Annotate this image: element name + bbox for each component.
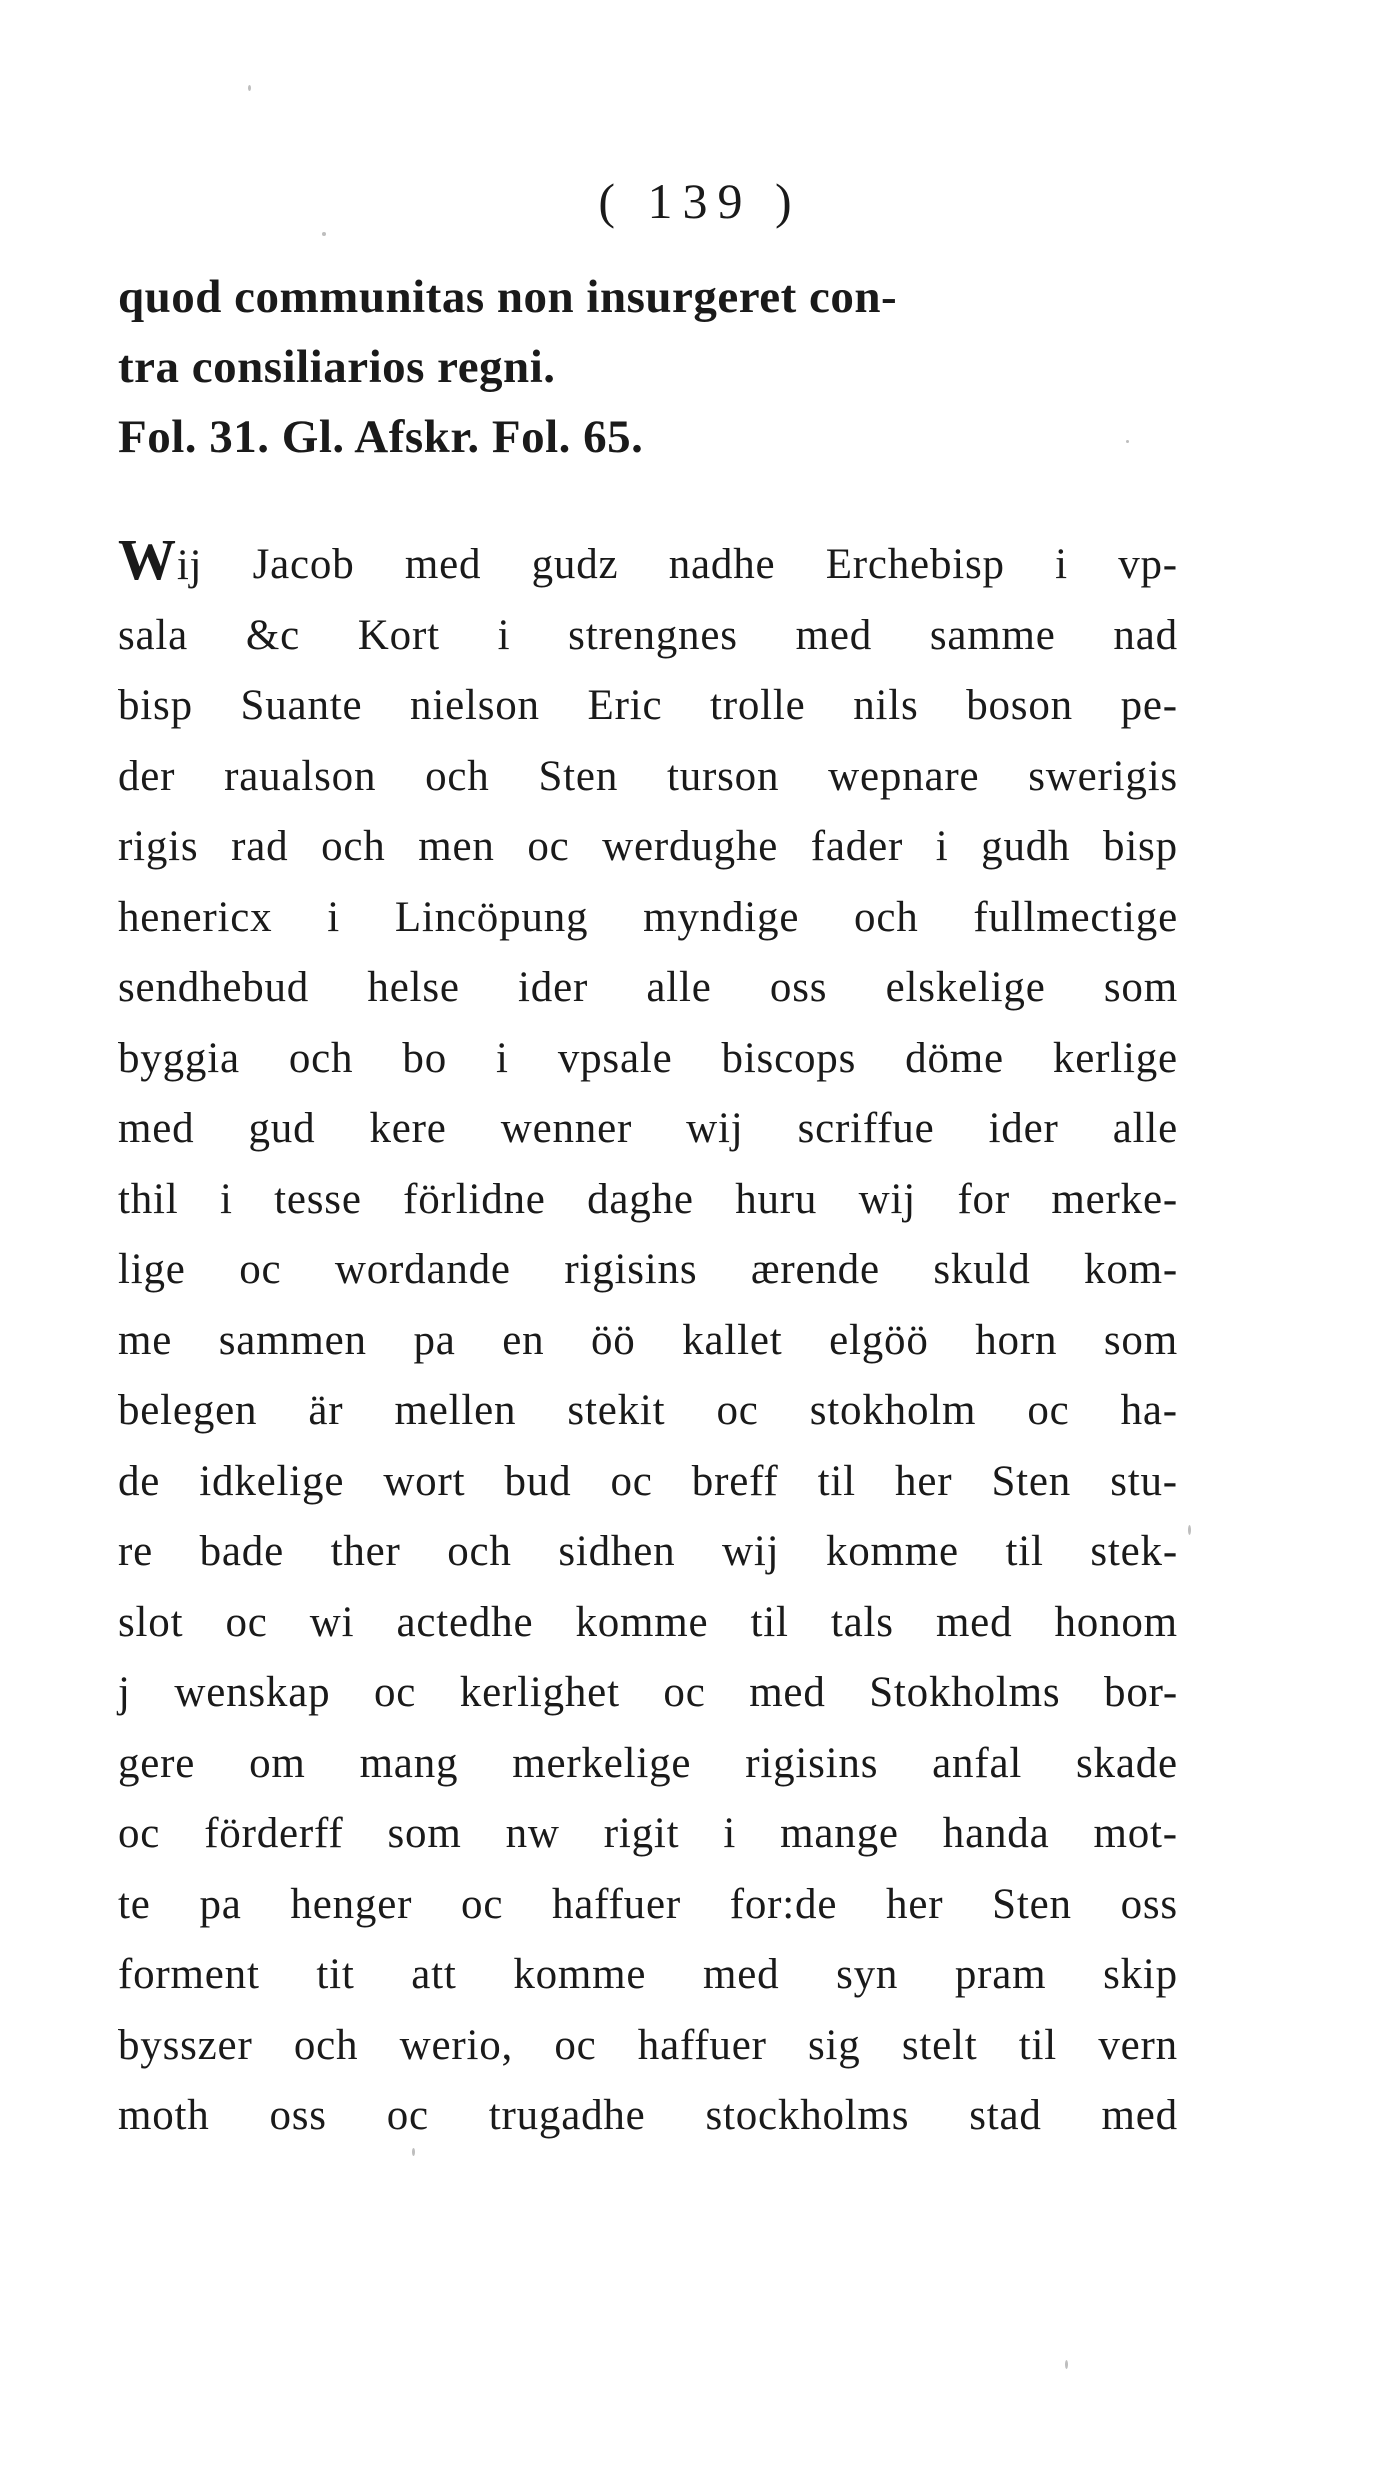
word: Wij (118, 527, 203, 592)
word: Stokholms (869, 1669, 1061, 1716)
text-line (118, 1447, 1178, 1518)
word: sala (118, 611, 189, 659)
word: raualson (224, 752, 377, 800)
text-line (118, 883, 1178, 954)
text-line (118, 2011, 1178, 2082)
print-speck (412, 2148, 415, 2156)
word: sendhebud (118, 964, 310, 1011)
word: samme (929, 611, 1056, 659)
text-line (118, 1376, 1178, 1447)
word: och (288, 1034, 354, 1082)
text-line (118, 1165, 1178, 1236)
word: sammen (218, 1316, 367, 1364)
text-line (118, 1940, 1178, 2011)
word: byggia (118, 1034, 240, 1082)
page-number: ( 139 ) (598, 173, 802, 229)
word: turson (666, 752, 780, 800)
word: en (502, 1316, 545, 1364)
initial-letter: W (118, 527, 177, 592)
word: mot- (1093, 1810, 1178, 1857)
word: wordande (334, 1246, 511, 1293)
word: pa (199, 1880, 242, 1928)
word: oc (374, 1669, 417, 1716)
word: swerigis (1028, 752, 1178, 800)
word: gere (118, 1739, 196, 1787)
word: &c (245, 611, 300, 659)
word: te (118, 1880, 151, 1928)
word: i (219, 1175, 233, 1223)
word: gud (248, 1105, 316, 1152)
word: oc (554, 2021, 597, 2069)
heading-line-3: Fol. 31. Gl. Afskr. Fol. 65. (118, 411, 644, 463)
word: stokholm (809, 1387, 977, 1434)
text-line (118, 601, 1178, 672)
word: som (1103, 964, 1178, 1011)
word: werio, (399, 2021, 514, 2069)
word: vpsale (557, 1034, 673, 1082)
word: rad (231, 823, 289, 870)
text-line (118, 2081, 1178, 2152)
word: och (321, 823, 386, 870)
word: vern (1098, 2021, 1178, 2069)
word: rigit (603, 1810, 680, 1857)
word: scriffue (797, 1105, 935, 1152)
word: de (118, 1457, 161, 1505)
text-line (118, 1799, 1178, 1870)
word: horn (975, 1316, 1058, 1364)
text-line (118, 812, 1178, 883)
word: döme (905, 1034, 1004, 1082)
word: och (425, 752, 490, 800)
word: komme (575, 1598, 709, 1646)
text-line (118, 1024, 1178, 1095)
word: trolle (710, 682, 806, 729)
word: ider (518, 964, 589, 1011)
word: pram (954, 1951, 1047, 1998)
word: Sten (992, 1880, 1072, 1928)
word: med (1101, 2092, 1178, 2139)
word: her (886, 1880, 944, 1928)
word: bade (199, 1528, 284, 1575)
word: komme (513, 1951, 647, 1998)
word: fader (810, 823, 904, 870)
word: wij (858, 1175, 917, 1223)
word: pe- (1120, 682, 1178, 729)
word: oss (769, 964, 828, 1011)
word: tals (830, 1598, 894, 1646)
text-line (118, 671, 1178, 742)
word: haffuer (552, 1880, 681, 1928)
word: oss (1120, 1880, 1178, 1928)
word: moth (118, 2092, 210, 2139)
word: myndige (643, 893, 800, 941)
word: och (293, 2021, 359, 2069)
word: der (118, 752, 176, 800)
text-line (118, 1870, 1178, 1941)
word: bor- (1104, 1669, 1178, 1716)
print-speck (1065, 2360, 1068, 2369)
word: oc (239, 1246, 282, 1293)
word: boson (966, 682, 1073, 729)
word: wi (309, 1598, 355, 1646)
word: oc (386, 2092, 429, 2139)
word: som (1103, 1316, 1178, 1364)
word: wij (722, 1528, 780, 1575)
word: stu- (1110, 1457, 1178, 1505)
word: stekit (567, 1387, 666, 1434)
text-line (118, 1729, 1178, 1800)
word: oc (610, 1457, 653, 1505)
word: trugadhe (488, 2092, 646, 2139)
word: bysszer (118, 2021, 253, 2069)
word: rigisins (564, 1246, 698, 1293)
word: oc (527, 823, 570, 870)
word: helse (367, 964, 460, 1011)
word: pa (413, 1316, 456, 1364)
word: actedhe (396, 1598, 534, 1646)
word: bo (402, 1034, 448, 1082)
word: bud (504, 1457, 572, 1505)
text-line (118, 742, 1178, 813)
word: men (418, 823, 495, 870)
word: oss (269, 2092, 327, 2139)
word: strengnes (568, 611, 738, 659)
word: nadhe (668, 541, 776, 588)
word: elgöö (829, 1316, 929, 1364)
word: belegen (118, 1387, 258, 1434)
word: thil (118, 1175, 179, 1223)
word: alle (1112, 1105, 1178, 1152)
word: stockholms (705, 2092, 910, 2139)
word: for:de (729, 1880, 838, 1928)
word: for (957, 1175, 1010, 1223)
word: nils (853, 682, 919, 729)
word: och (447, 1528, 512, 1575)
word: kerlige (1052, 1034, 1178, 1082)
word: i (327, 893, 340, 941)
word: nielson (410, 682, 540, 729)
word: oc (1027, 1387, 1070, 1434)
word: Sten (991, 1457, 1072, 1505)
word: med (404, 541, 482, 588)
word: merkelige (512, 1739, 692, 1787)
word: oc (118, 1810, 161, 1857)
word: som (387, 1810, 462, 1857)
word: breff (691, 1457, 779, 1505)
heading-line-1: quod communitas non insurgeret con- (118, 271, 898, 323)
word: daghe (587, 1175, 694, 1223)
text-line (118, 1235, 1178, 1306)
word: nad (1113, 611, 1178, 659)
word: med (702, 1951, 780, 1998)
word: med (118, 1105, 195, 1152)
word: bisp (118, 682, 193, 729)
word: anfal (932, 1739, 1023, 1787)
body-text (118, 527, 1178, 2152)
word: är (308, 1387, 344, 1434)
print-speck (1188, 1525, 1191, 1535)
word: Kort (357, 611, 440, 659)
word: j (118, 1669, 131, 1716)
word: Erchebisp (825, 541, 1005, 588)
word: slot (118, 1598, 184, 1646)
word: rigis (118, 823, 199, 870)
text-line (118, 1658, 1178, 1729)
word: alle (646, 964, 712, 1011)
word: ærende (750, 1246, 880, 1293)
word: re (118, 1528, 154, 1575)
word: honom (1054, 1598, 1178, 1646)
word: til (750, 1598, 789, 1646)
word: i (497, 611, 511, 659)
word: skade (1076, 1739, 1178, 1787)
word: syn (836, 1951, 899, 1998)
word: mellen (394, 1387, 517, 1434)
word: skip (1103, 1951, 1178, 1998)
word: nw (505, 1810, 560, 1857)
word: mang (359, 1739, 459, 1787)
word: til (1018, 2021, 1058, 2069)
word: kallet (682, 1316, 783, 1364)
word: wenskap (174, 1669, 331, 1716)
word: att (411, 1951, 457, 1998)
word: förderff (204, 1810, 344, 1857)
word: ider (988, 1105, 1059, 1152)
word: mange (780, 1810, 899, 1857)
word: idkelige (199, 1457, 345, 1505)
word: Jacob (252, 541, 355, 588)
word: oc (225, 1598, 268, 1646)
word: forment (118, 1951, 260, 1998)
word: Sten (538, 752, 619, 800)
word: wij (686, 1105, 744, 1152)
word: tesse (274, 1175, 362, 1223)
heading-line-2: tra consiliarios regni. (118, 341, 556, 393)
word: henger (290, 1880, 413, 1928)
print-speck (248, 85, 251, 91)
word: gudh (981, 823, 1071, 870)
word: biscops (721, 1034, 857, 1082)
word: til (817, 1457, 856, 1505)
word: haffuer (637, 2021, 767, 2069)
word: oc (663, 1669, 706, 1716)
text-line (118, 1588, 1178, 1659)
word: ha- (1120, 1387, 1178, 1434)
word: Lincöpung (394, 893, 589, 941)
word: werdughe (602, 823, 779, 870)
text-line (118, 1306, 1178, 1377)
word: öö (591, 1316, 636, 1364)
word: vp- (1118, 541, 1178, 588)
word: kom- (1084, 1246, 1178, 1293)
word: i (1055, 541, 1068, 588)
word: huru (735, 1175, 818, 1223)
word: ther (330, 1528, 401, 1575)
word: Suante (240, 682, 363, 729)
word: wort (383, 1457, 466, 1505)
text-line (118, 1517, 1178, 1588)
word: i (496, 1034, 509, 1082)
word: kere (369, 1105, 447, 1152)
word: me (118, 1316, 173, 1364)
word: om (249, 1739, 306, 1787)
text-line (118, 1094, 1178, 1165)
word: i (723, 1810, 737, 1857)
word: fullmectige (973, 893, 1178, 941)
word: med (749, 1669, 826, 1716)
word: med (935, 1598, 1013, 1646)
word: stelt (901, 2021, 978, 2069)
word: handa (942, 1810, 1050, 1857)
text-line (118, 953, 1178, 1024)
word: kerlighet (459, 1669, 620, 1716)
word: sidhen (558, 1528, 676, 1575)
word: sig (808, 2021, 861, 2069)
word: henericx (118, 893, 273, 941)
word: och (854, 893, 919, 941)
print-speck (1126, 440, 1129, 443)
text-line (118, 527, 1178, 601)
word: til (1005, 1528, 1044, 1575)
word: wepnare (828, 752, 980, 800)
word: merke- (1051, 1175, 1178, 1223)
word: tit (316, 1951, 355, 1998)
word: elskelige (885, 964, 1046, 1011)
section-heading (118, 262, 1168, 472)
word: wenner (500, 1105, 633, 1152)
word: rigisins (745, 1739, 879, 1787)
word: i (935, 823, 949, 870)
word: förlidne (403, 1175, 546, 1223)
print-speck (322, 232, 326, 236)
word: komme (825, 1528, 959, 1575)
word: skuld (933, 1246, 1031, 1293)
word: lige (118, 1246, 186, 1293)
word: oc (461, 1880, 504, 1928)
word: stek- (1090, 1528, 1178, 1575)
word: med (795, 611, 873, 659)
word: stad (969, 2092, 1042, 2139)
word: her (895, 1457, 953, 1505)
word: Eric (587, 682, 663, 729)
word: bisp (1103, 823, 1178, 870)
word: gudz (531, 541, 619, 588)
word: oc (716, 1387, 759, 1434)
